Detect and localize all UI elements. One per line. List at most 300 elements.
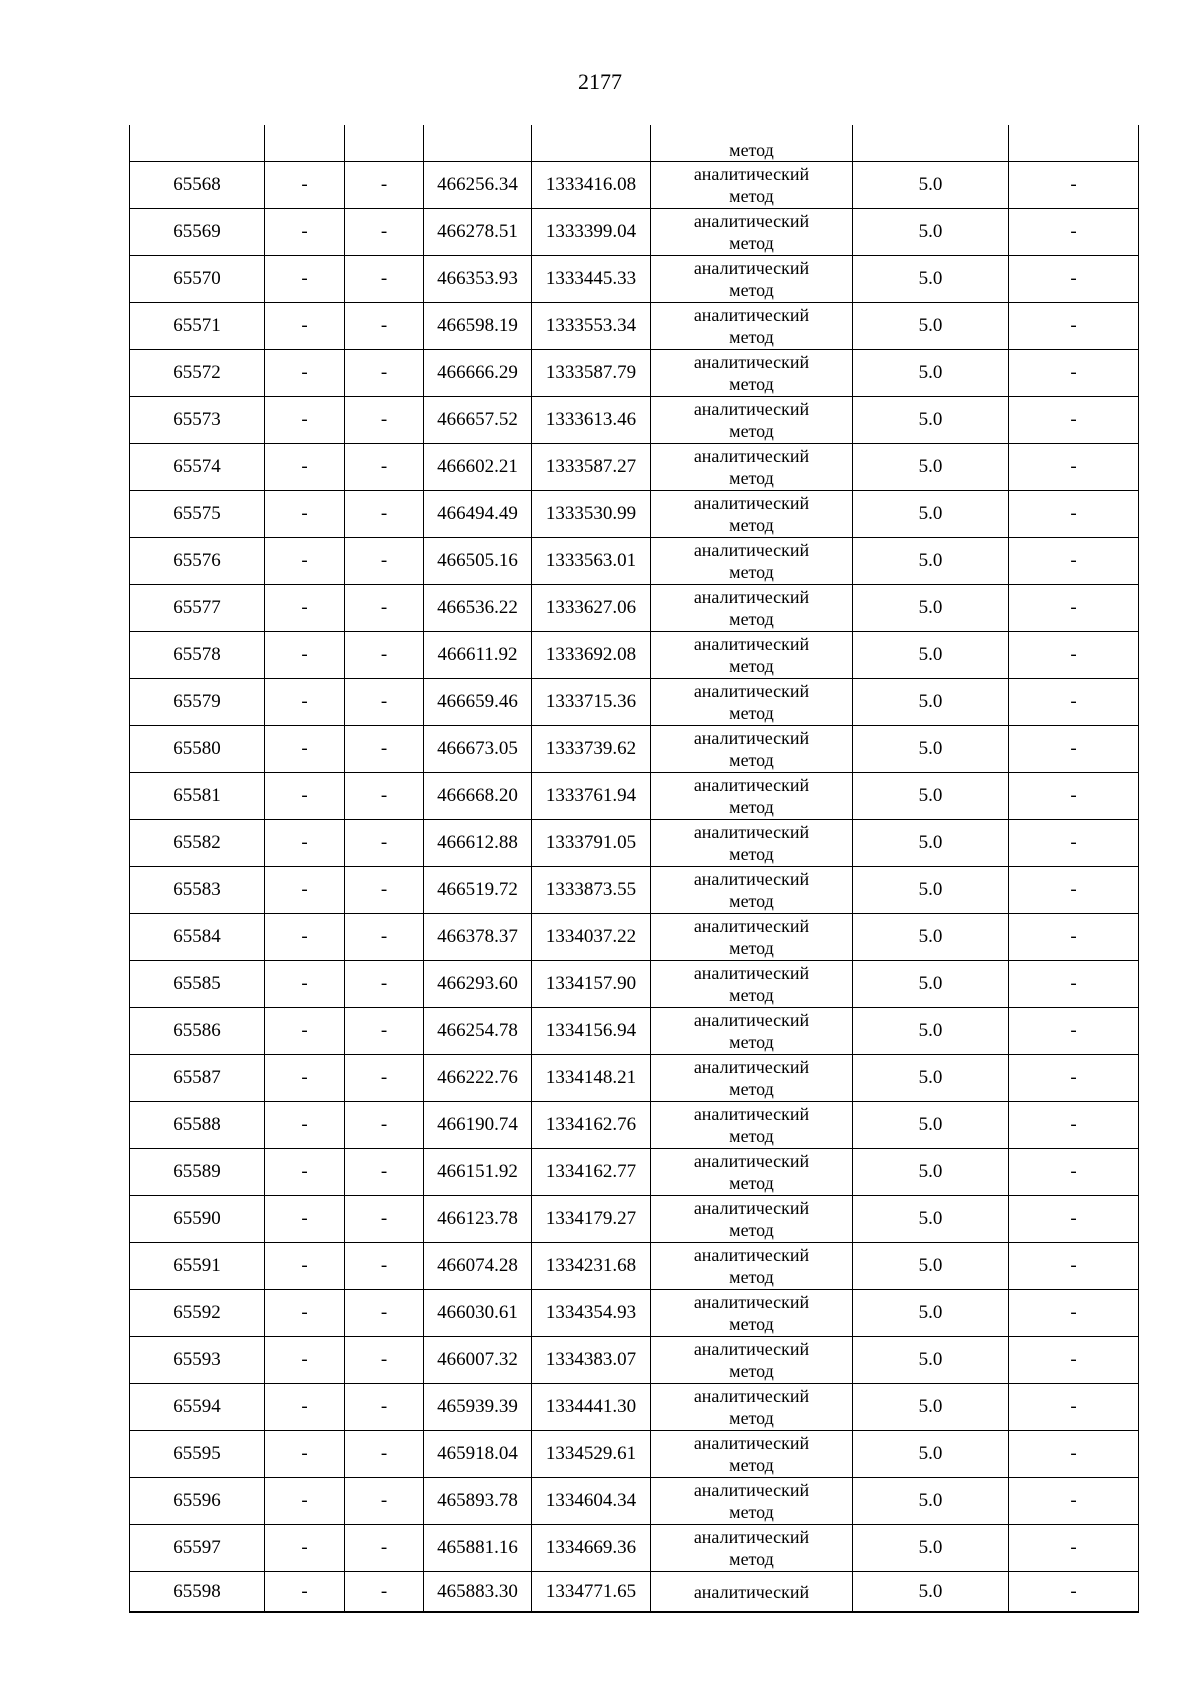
method-line2: метод: [729, 1173, 774, 1193]
cell-x: 466657.52: [424, 397, 532, 444]
table-row: [130, 773, 1139, 820]
method-line2: метод: [729, 327, 774, 347]
table-row: [130, 538, 1139, 585]
cell-method: [651, 1196, 853, 1243]
cell-col3: [345, 125, 424, 162]
table-row: [130, 1055, 1139, 1102]
cell-precision: 5.0: [853, 773, 1009, 820]
cell-id: 65595: [130, 1431, 265, 1478]
cell-col2: -: [265, 1196, 345, 1243]
cell-y: 1333613.46: [532, 397, 651, 444]
method-line1: аналитический: [693, 446, 810, 466]
method-line1: аналитический: [693, 822, 810, 842]
page-number: 2177: [578, 69, 622, 94]
cell-x: 466673.05: [424, 726, 532, 773]
cell-method: [651, 491, 853, 538]
cell-col3: -: [345, 538, 424, 585]
cell-precision: 5.0: [853, 1478, 1009, 1525]
table-row: [130, 679, 1139, 726]
cell-x: 466353.93: [424, 256, 532, 303]
method-line1: аналитический: [693, 258, 810, 278]
method-line2: метод: [729, 515, 774, 535]
cell-method: [651, 125, 853, 162]
method-line2: метод: [729, 1220, 774, 1240]
cell-y: 1334231.68: [532, 1243, 651, 1290]
cell-y: 1333791.05: [532, 820, 651, 867]
cell-col3: -: [345, 632, 424, 679]
cell-y: 1334157.90: [532, 961, 651, 1008]
cell-precision: 5.0: [853, 162, 1009, 209]
table-row: [130, 1478, 1139, 1525]
method-line1: аналитический: [693, 869, 810, 889]
table-row: [130, 1525, 1139, 1572]
cell-x: 466254.78: [424, 1008, 532, 1055]
cell-col3: -: [345, 1478, 424, 1525]
table-row: [130, 491, 1139, 538]
cell-col2: -: [265, 1337, 345, 1384]
cell-precision: [853, 125, 1009, 162]
cell-col2: -: [265, 491, 345, 538]
cell-col2: -: [265, 256, 345, 303]
cell-precision: 5.0: [853, 726, 1009, 773]
cell-col3: -: [345, 1196, 424, 1243]
table-row: [130, 867, 1139, 914]
cell-col2: -: [265, 1008, 345, 1055]
cell-x: 466256.34: [424, 162, 532, 209]
method-line1: аналитический: [693, 1581, 810, 1602]
cell-col2: -: [265, 1149, 345, 1196]
cell-method: [651, 961, 853, 1008]
cell-x: 466668.20: [424, 773, 532, 820]
method-line2: метод: [729, 374, 774, 394]
cell-method: [651, 632, 853, 679]
cell-y: 1334162.77: [532, 1149, 651, 1196]
cell-precision: 5.0: [853, 1243, 1009, 1290]
cell-y: 1334354.93: [532, 1290, 651, 1337]
cell-id: 65571: [130, 303, 265, 350]
cell-col3: -: [345, 820, 424, 867]
table-row: [130, 350, 1139, 397]
table-row: [130, 1572, 1139, 1613]
cell-col2: -: [265, 209, 345, 256]
cell-col8: -: [1009, 1102, 1139, 1149]
coordinates-table: [129, 125, 1139, 1613]
cell-col2: -: [265, 726, 345, 773]
cell-col2: -: [265, 162, 345, 209]
cell-col3: -: [345, 1008, 424, 1055]
cell-precision: 5.0: [853, 1525, 1009, 1572]
cell-method: [651, 1478, 853, 1525]
cell-method: [651, 350, 853, 397]
method-line1: аналитический: [693, 164, 810, 184]
method-line1: аналитический: [693, 728, 810, 748]
cell-precision: 5.0: [853, 867, 1009, 914]
cell-col3: -: [345, 162, 424, 209]
cell-id: 65594: [130, 1384, 265, 1431]
cell-id: 65588: [130, 1102, 265, 1149]
cell-id: 65582: [130, 820, 265, 867]
cell-precision: 5.0: [853, 1196, 1009, 1243]
cell-x: 465883.30: [424, 1572, 532, 1613]
cell-col2: -: [265, 1431, 345, 1478]
cell-col3: -: [345, 1149, 424, 1196]
cell-col8: [1009, 125, 1139, 162]
cell-y: 1334529.61: [532, 1431, 651, 1478]
method-line2: метод: [729, 1408, 774, 1428]
cell-col8: -: [1009, 585, 1139, 632]
cell-x: 466666.29: [424, 350, 532, 397]
method-line1: аналитический: [693, 587, 810, 607]
cell-y: 1333873.55: [532, 867, 651, 914]
method-line1: аналитический: [693, 305, 810, 325]
cell-method: [651, 1337, 853, 1384]
cell-method: [651, 1149, 853, 1196]
cell-col8: -: [1009, 1337, 1139, 1384]
cell-precision: 5.0: [853, 303, 1009, 350]
cell-col8: -: [1009, 1290, 1139, 1337]
cell-x: 466151.92: [424, 1149, 532, 1196]
table-row: [130, 444, 1139, 491]
cell-col8: -: [1009, 303, 1139, 350]
cell-col8: -: [1009, 397, 1139, 444]
method-line1: аналитический: [693, 916, 810, 936]
cell-x: 465881.16: [424, 1525, 532, 1572]
cell-col8: -: [1009, 1196, 1139, 1243]
cell-y: 1334441.30: [532, 1384, 651, 1431]
cell-precision: 5.0: [853, 1572, 1009, 1613]
cell-col8: -: [1009, 1478, 1139, 1525]
cell-col3: -: [345, 1337, 424, 1384]
cell-precision: 5.0: [853, 1102, 1009, 1149]
cell-x: 466519.72: [424, 867, 532, 914]
cell-method: [651, 1008, 853, 1055]
cell-id: 65583: [130, 867, 265, 914]
cell-method: [651, 303, 853, 350]
method-line1: аналитический: [693, 493, 810, 513]
cell-col8: -: [1009, 162, 1139, 209]
cell-x: 466598.19: [424, 303, 532, 350]
cell-col8: -: [1009, 820, 1139, 867]
cell-id: 65598: [130, 1572, 265, 1613]
cell-col2: -: [265, 867, 345, 914]
cell-col2: -: [265, 914, 345, 961]
method-line2: метод: [729, 1361, 774, 1381]
method-line2: метод: [729, 233, 774, 253]
method-line2: метод: [729, 562, 774, 582]
cell-method: [651, 1431, 853, 1478]
cell-id: 65591: [130, 1243, 265, 1290]
cell-method: [651, 1572, 853, 1613]
cell-col8: -: [1009, 1008, 1139, 1055]
method-line2: метод: [729, 421, 774, 441]
cell-y: 1334162.76: [532, 1102, 651, 1149]
table-row: [130, 162, 1139, 209]
method-line1: аналитический: [693, 540, 810, 560]
cell-method: [651, 585, 853, 632]
method-line2: метод: [729, 1032, 774, 1052]
method-line2: метод: [729, 1455, 774, 1475]
method-line2: метод: [729, 1126, 774, 1146]
method-line1: аналитический: [693, 1480, 810, 1500]
cell-col2: -: [265, 538, 345, 585]
cell-id: 65575: [130, 491, 265, 538]
method-line2: метод: [729, 609, 774, 629]
method-line1: аналитический: [693, 1292, 810, 1312]
method-line1: аналитический: [693, 1386, 810, 1406]
method-line2: метод: [729, 750, 774, 770]
cell-y: 1333445.33: [532, 256, 651, 303]
cell-col2: -: [265, 1243, 345, 1290]
cell-method: [651, 1290, 853, 1337]
cell-precision: 5.0: [853, 538, 1009, 585]
method-line2: метод: [729, 186, 774, 206]
table-row: [130, 1431, 1139, 1478]
cell-col2: -: [265, 1102, 345, 1149]
cell-precision: 5.0: [853, 350, 1009, 397]
table-row: [130, 1243, 1139, 1290]
method-line2: метод: [729, 891, 774, 911]
method-line1: аналитический: [693, 1057, 810, 1077]
method-line1: аналитический: [693, 1151, 810, 1171]
cell-method: [651, 1243, 853, 1290]
cell-id: 65570: [130, 256, 265, 303]
cell-method: [651, 397, 853, 444]
cell-x: 466611.92: [424, 632, 532, 679]
method-line2: метод: [729, 844, 774, 864]
cell-y: 1333553.34: [532, 303, 651, 350]
method-line1: аналитический: [693, 1104, 810, 1124]
cell-id: 65569: [130, 209, 265, 256]
table-row: [130, 1196, 1139, 1243]
table-row: [130, 1149, 1139, 1196]
cell-y: [532, 125, 651, 162]
cell-col8: -: [1009, 1055, 1139, 1102]
cell-y: 1334383.07: [532, 1337, 651, 1384]
cell-id: 65576: [130, 538, 265, 585]
cell-id: 65585: [130, 961, 265, 1008]
cell-col2: -: [265, 773, 345, 820]
cell-x: 466659.46: [424, 679, 532, 726]
cell-col3: -: [345, 1102, 424, 1149]
cell-precision: 5.0: [853, 209, 1009, 256]
method-line1: аналитический: [693, 1198, 810, 1218]
table-row-continuation: [130, 125, 1139, 162]
cell-col3: -: [345, 303, 424, 350]
cell-id: 65578: [130, 632, 265, 679]
cell-precision: 5.0: [853, 1290, 1009, 1337]
cell-col3: -: [345, 397, 424, 444]
cell-y: 1334604.34: [532, 1478, 651, 1525]
method-line2: метод: [729, 1314, 774, 1334]
cell-method: [651, 867, 853, 914]
cell-y: 1334669.36: [532, 1525, 651, 1572]
cell-y: 1334771.65: [532, 1572, 651, 1613]
cell-precision: 5.0: [853, 491, 1009, 538]
cell-precision: 5.0: [853, 1337, 1009, 1384]
cell-y: 1334179.27: [532, 1196, 651, 1243]
cell-col3: -: [345, 444, 424, 491]
cell-col2: -: [265, 679, 345, 726]
cell-col2: -: [265, 1525, 345, 1572]
cell-x: 466278.51: [424, 209, 532, 256]
cell-col8: -: [1009, 1572, 1139, 1613]
table-row: [130, 1384, 1139, 1431]
cell-method: [651, 162, 853, 209]
cell-precision: 5.0: [853, 1431, 1009, 1478]
cell-id: 65596: [130, 1478, 265, 1525]
method-line1: аналитический: [693, 1433, 810, 1453]
table-row: [130, 1337, 1139, 1384]
method-line2: метод: [729, 280, 774, 300]
cell-col8: -: [1009, 491, 1139, 538]
table-row: [130, 820, 1139, 867]
cell-id: 65574: [130, 444, 265, 491]
method-line2: метод: [729, 1502, 774, 1522]
cell-col3: -: [345, 773, 424, 820]
cell-precision: 5.0: [853, 914, 1009, 961]
cell-y: 1333692.08: [532, 632, 651, 679]
method-line1: аналитический: [693, 963, 810, 983]
method-line1: аналитический: [693, 1010, 810, 1030]
cell-y: 1333761.94: [532, 773, 651, 820]
cell-method: [651, 209, 853, 256]
cell-col3: -: [345, 914, 424, 961]
method-line1: аналитический: [693, 211, 810, 231]
method-line1: аналитический: [693, 352, 810, 372]
cell-id: 65568: [130, 162, 265, 209]
cell-col8: -: [1009, 726, 1139, 773]
cell-y: 1333530.99: [532, 491, 651, 538]
table-row: [130, 726, 1139, 773]
cell-col3: -: [345, 1055, 424, 1102]
cell-id: 65581: [130, 773, 265, 820]
cell-col8: -: [1009, 256, 1139, 303]
method-line2: метод: [729, 703, 774, 723]
cell-id: 65584: [130, 914, 265, 961]
cell-precision: 5.0: [853, 1008, 1009, 1055]
cell-col3: -: [345, 350, 424, 397]
cell-col8: -: [1009, 773, 1139, 820]
cell-method: [651, 1055, 853, 1102]
cell-col3: -: [345, 679, 424, 726]
cell-id: 65573: [130, 397, 265, 444]
cell-col3: -: [345, 1431, 424, 1478]
cell-col2: -: [265, 1572, 345, 1613]
cell-method: [651, 726, 853, 773]
cell-id: 65580: [130, 726, 265, 773]
cell-col3: -: [345, 726, 424, 773]
cell-x: 466612.88: [424, 820, 532, 867]
cell-col3: -: [345, 256, 424, 303]
cell-method: [651, 1102, 853, 1149]
cell-id: 65590: [130, 1196, 265, 1243]
table-row: [130, 303, 1139, 350]
cell-y: 1334148.21: [532, 1055, 651, 1102]
cell-x: 466536.22: [424, 585, 532, 632]
table-row: [130, 632, 1139, 679]
cell-col2: -: [265, 961, 345, 1008]
cell-col3: -: [345, 1243, 424, 1290]
cell-precision: 5.0: [853, 632, 1009, 679]
cell-x: 465893.78: [424, 1478, 532, 1525]
cell-id: 65579: [130, 679, 265, 726]
cell-y: 1334156.94: [532, 1008, 651, 1055]
cell-col2: -: [265, 350, 345, 397]
method-line2: метод: [729, 468, 774, 488]
cell-method: [651, 914, 853, 961]
table-row: [130, 1102, 1139, 1149]
cell-col8: -: [1009, 914, 1139, 961]
cell-id: 65587: [130, 1055, 265, 1102]
cell-id: 65586: [130, 1008, 265, 1055]
method-line1: аналитический: [693, 1527, 810, 1547]
method-word: метод: [729, 140, 774, 160]
cell-col2: -: [265, 820, 345, 867]
cell-col8: -: [1009, 1243, 1139, 1290]
method-line1: аналитический: [693, 1245, 810, 1265]
table-row: [130, 585, 1139, 632]
cell-precision: 5.0: [853, 256, 1009, 303]
cell-precision: 5.0: [853, 444, 1009, 491]
table-row: [130, 209, 1139, 256]
table-row: [130, 1290, 1139, 1337]
method-line1: аналитический: [693, 634, 810, 654]
cell-x: 466030.61: [424, 1290, 532, 1337]
cell-col2: -: [265, 1384, 345, 1431]
cell-y: 1333399.04: [532, 209, 651, 256]
cell-x: 466494.49: [424, 491, 532, 538]
table-row: [130, 1008, 1139, 1055]
cell-x: 466074.28: [424, 1243, 532, 1290]
cell-id: 65577: [130, 585, 265, 632]
cell-x: 466602.21: [424, 444, 532, 491]
cell-id: 65572: [130, 350, 265, 397]
cell-method: [651, 1384, 853, 1431]
cell-col8: -: [1009, 444, 1139, 491]
method-line2: метод: [729, 1267, 774, 1287]
cell-x: [424, 125, 532, 162]
cell-id: 65593: [130, 1337, 265, 1384]
method-line2: метод: [729, 1549, 774, 1569]
method-line1: аналитический: [693, 681, 810, 701]
cell-col3: -: [345, 1572, 424, 1613]
method-line1: аналитический: [693, 399, 810, 419]
cell-col8: -: [1009, 961, 1139, 1008]
method-line2: метод: [729, 938, 774, 958]
cell-col8: -: [1009, 350, 1139, 397]
cell-x: 466123.78: [424, 1196, 532, 1243]
cell-col3: -: [345, 1384, 424, 1431]
method-line1: аналитический: [693, 775, 810, 795]
cell-y: 1333587.27: [532, 444, 651, 491]
cell-col2: -: [265, 1055, 345, 1102]
cell-col3: -: [345, 961, 424, 1008]
cell-id: 65589: [130, 1149, 265, 1196]
cell-col3: -: [345, 209, 424, 256]
cell-method: [651, 256, 853, 303]
cell-id: 65597: [130, 1525, 265, 1572]
method-line2: метод: [729, 656, 774, 676]
cell-precision: 5.0: [853, 585, 1009, 632]
cell-x: 466505.16: [424, 538, 532, 585]
cell-x: 466378.37: [424, 914, 532, 961]
method-line2: метод: [729, 985, 774, 1005]
cell-y: 1333627.06: [532, 585, 651, 632]
cell-col2: -: [265, 1290, 345, 1337]
cell-col8: -: [1009, 867, 1139, 914]
table-row: [130, 961, 1139, 1008]
cell-precision: 5.0: [853, 1055, 1009, 1102]
